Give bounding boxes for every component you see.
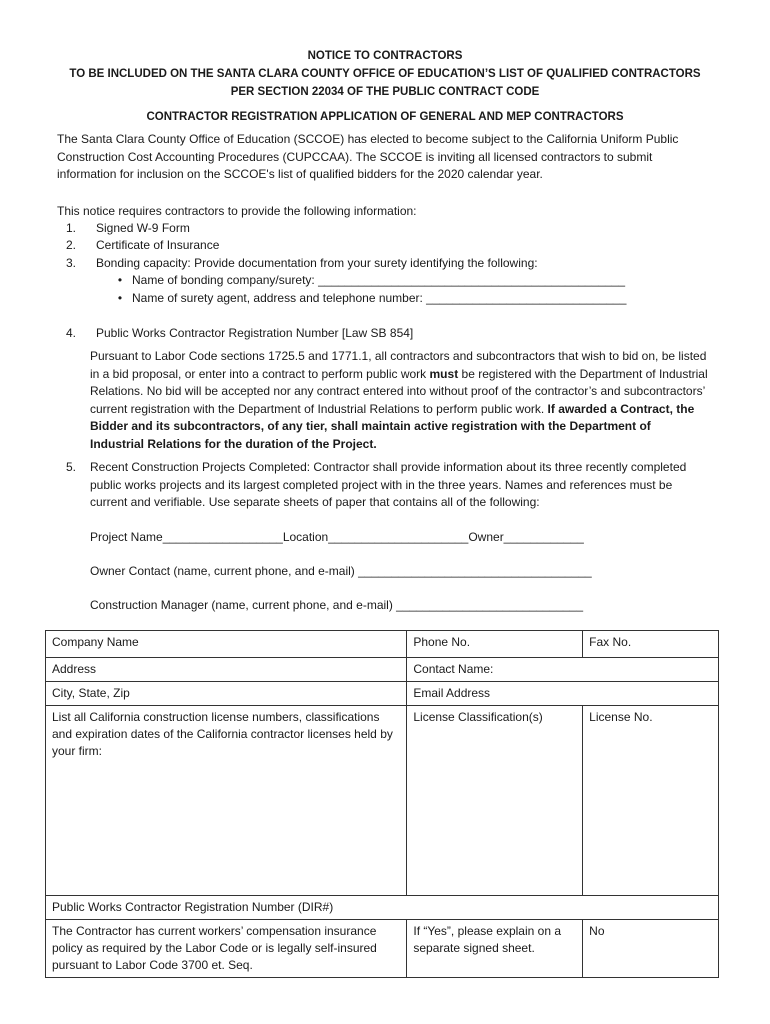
workers-comp-yes-cell[interactable]: If “Yes”, please explain on a separate signed sheet. <box>407 920 583 978</box>
registration-requirement: If awarded a Contract, the Bidder and its subcontractors, of any tier, shall maintain active registration with the Department of Industrial Relations for the duration of the Project. <box>90 401 695 451</box>
city-state-zip-cell[interactable]: City, State, Zip <box>46 682 407 706</box>
registration-text-b: be registered with the Department of Industrial Relations. No bid will be accepted nor any contract entered into without proof of the contractor’s and subcontractors’ current registration with the Department of Industrial Relations to perform public work. <box>90 366 708 416</box>
list-item-1 <box>66 220 190 237</box>
list-number: 1. <box>66 221 77 235</box>
address-cell[interactable]: Address <box>46 658 407 682</box>
application-title: CONTRACTOR REGISTRATION APPLICATION OF GENERAL AND MEP CONTRACTORS <box>146 111 624 123</box>
bullet-icon: • <box>117 291 123 305</box>
intro-paragraph: The Santa Clara County Office of Education (SCCOE) has elected to become subject to the California Uniform Public Construction Cost Accounting Procedures (CUPCCAA). The SCCOE is inviting all licensed contractors to submit information for inclusion on the SCCOE's list of qualified bidders for the 2020 calendar year. <box>57 132 679 181</box>
list-item-text: Bonding capacity: Provide documentation from your surety identifying the following: <box>96 256 538 270</box>
bullet-text: Name of surety agent, address and telephone number: ______________________________ <box>132 291 627 305</box>
fax-cell[interactable]: Fax No. <box>583 631 719 658</box>
list-item-2 <box>66 237 219 254</box>
registration-text-a: Pursuant to Labor Code sections 1725.5 and 1771.1, all contractors and subcontractors that wish to bid on, be listed in a bid proposal, or enter into a contract to perform public work <box>90 349 707 381</box>
license-list-cell[interactable]: List all California construction license numbers, classifications and expiration dates of the California contractor licenses held by your firm: <box>46 706 407 896</box>
owner-contact-line: Owner Contact (name, current phone, and e-mail) ___________________________________ <box>90 564 592 578</box>
registration-paragraph <box>90 348 708 453</box>
list-item-3 <box>66 255 538 272</box>
workers-comp-cell: The Contractor has current workers’ compensation insurance policy as required by the Labor Code or is legally self-insured pursuant to Labor Code 3700 et. Seq. <box>46 920 407 978</box>
email-cell[interactable]: Email Address <box>407 682 719 706</box>
list-number: 4. <box>66 326 77 340</box>
list-item-text: Public Works Contractor Registration Number [Law SB 854] <box>96 326 414 340</box>
bullet-surety-agent <box>108 290 626 307</box>
license-number-cell[interactable]: License No. <box>583 706 719 896</box>
requires-text: This notice requires contractors to provide the following information: <box>57 204 417 218</box>
contractor-form-table <box>45 630 719 978</box>
phone-cell[interactable]: Phone No. <box>407 631 583 658</box>
bullet-bonding-company <box>108 272 625 289</box>
list-item-5-text: Recent Construction Projects Completed: Contractor shall provide information about its three recently completed public works projects and its largest completed project with in the three years. Names and references must be current and verifiable. Use separate sheets of paper that contains all of the following: <box>90 460 687 509</box>
list-item-text: Certificate of Insurance <box>96 238 220 252</box>
license-classification-cell[interactable]: License Classification(s) <box>407 706 583 896</box>
bullet-text: Name of bonding company/surety: ______________________________________________ <box>132 273 626 287</box>
notice-subtitle: TO BE INCLUDED ON THE SANTA CLARA COUNTY OFFICE OF EDUCATION’S LIST OF QUALIFIED CONTRACTORS <box>69 68 701 80</box>
contact-name-cell[interactable]: Contact Name: <box>407 658 719 682</box>
dir-number-cell[interactable]: Public Works Contractor Registration Number (DIR#) <box>46 896 719 920</box>
bullet-icon: • <box>117 273 123 287</box>
list-number: 2. <box>66 238 77 252</box>
company-name-cell[interactable]: Company Name <box>46 631 407 658</box>
list-number: 5. <box>66 460 77 474</box>
list-item-4 <box>66 325 413 342</box>
workers-comp-no-cell[interactable]: No <box>583 920 719 978</box>
list-number: 3. <box>66 256 77 270</box>
list-item-text: Signed W-9 Form <box>96 221 190 235</box>
project-name-line: Project Name__________________Location_____________________Owner____________ <box>90 530 584 544</box>
construction-manager-line: Construction Manager (name, current phone, and e-mail) ____________________________ <box>90 598 584 612</box>
must-emphasis: must <box>429 366 459 381</box>
notice-title: NOTICE TO CONTRACTORS <box>307 50 463 62</box>
notice-section: PER SECTION 22034 OF THE PUBLIC CONTRACT CODE <box>230 86 540 98</box>
